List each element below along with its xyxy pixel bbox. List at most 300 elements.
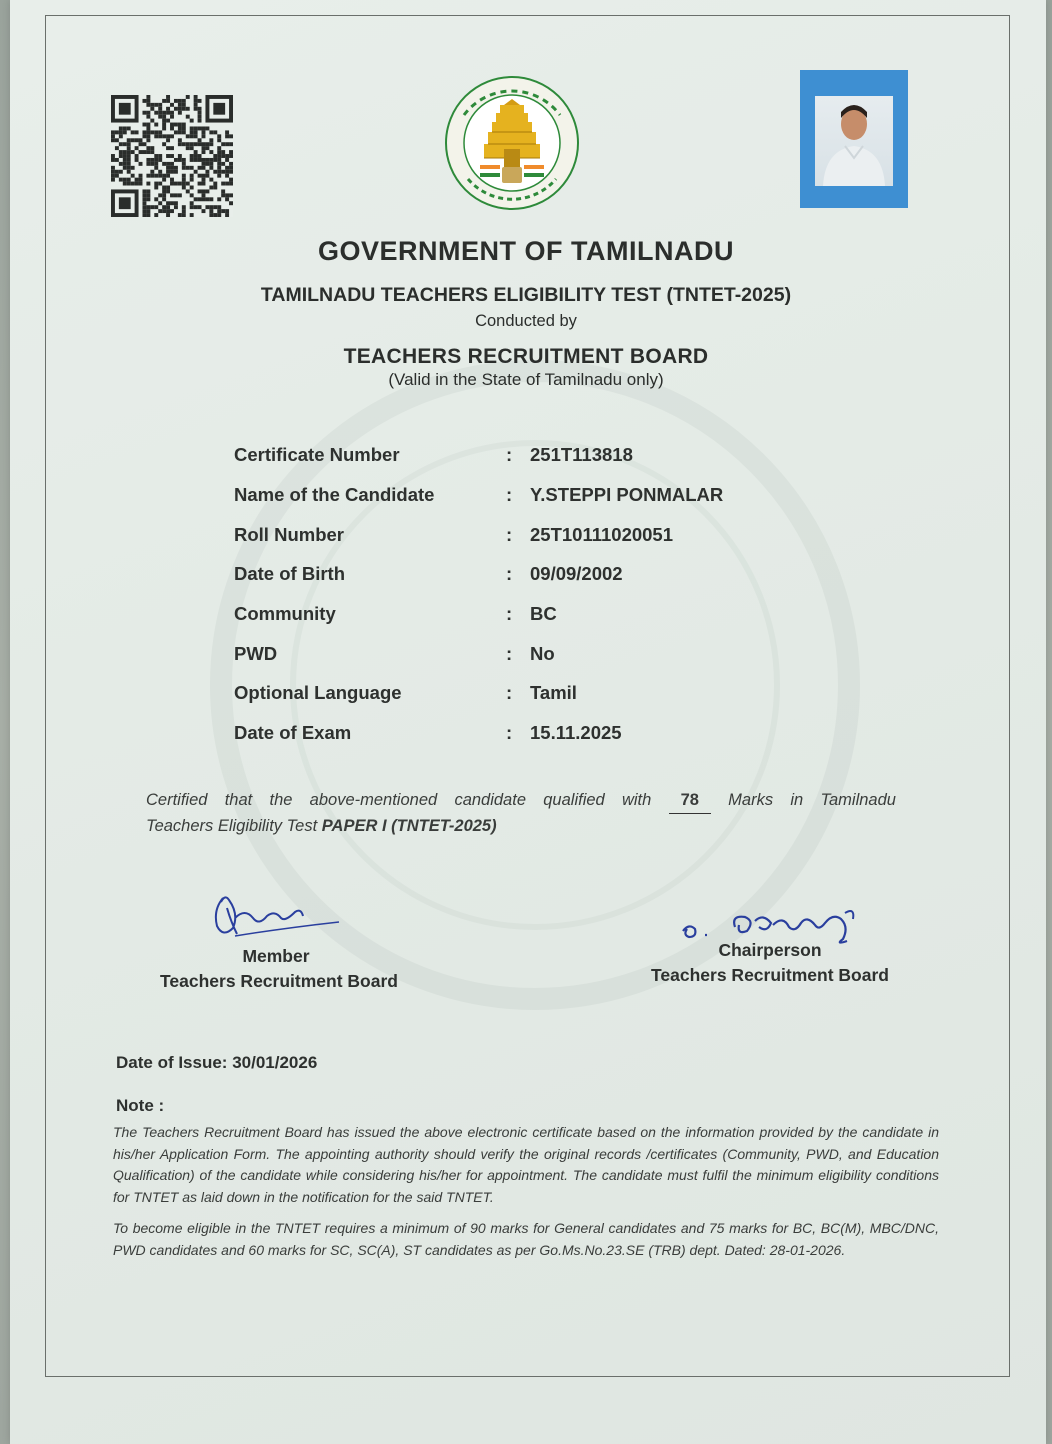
qr-module [158,134,162,138]
certification-line-2-text: Teachers Eligibility Test [146,817,322,835]
qr-module [127,154,131,158]
certification-word: the [269,791,293,809]
qr-module [229,178,233,182]
detail-value: 09/09/2002 [530,563,623,584]
qr-module [229,154,233,158]
qr-module [127,166,131,170]
qr-module [225,154,229,158]
qr-module [115,146,119,150]
qr-module [166,134,170,138]
qr-module [150,150,154,154]
detail-label: Certificate Number [234,444,400,465]
qr-module [119,154,123,158]
validity-note: (Valid in the State of Tamilnadu only) [388,370,664,389]
qr-module [115,170,119,174]
qr-module [146,150,150,154]
detail-colon: : [506,563,513,584]
qr-module [123,158,127,162]
qr-module [178,142,182,146]
member-signature-block [150,946,408,992]
qr-module [178,103,182,107]
person-silhouette-icon [815,96,893,186]
qr-module [146,213,150,217]
qr-module [162,189,166,193]
qr-module [142,189,146,193]
qr-module [146,189,150,193]
qr-module [202,182,206,186]
qr-module [213,154,217,158]
qr-module [154,213,158,217]
qr-module [158,201,162,205]
qr-module [221,170,225,174]
qr-module [190,119,194,123]
detail-value: 15.11.2025 [530,722,622,743]
qr-module [135,178,139,182]
qr-module [209,130,213,134]
qr-module [186,189,190,193]
marks-value: 78 [669,788,711,814]
qr-module [162,134,166,138]
qr-module [150,130,154,134]
qr-module [229,150,233,154]
qr-module [158,111,162,115]
qr-module [202,146,206,150]
qr-module [202,158,206,162]
qr-module [142,123,146,127]
qr-module [162,162,166,166]
qr-module [221,193,225,197]
qr-module [135,182,139,186]
qr-module [217,170,221,174]
qr-module [202,193,206,197]
detail-colon: : [506,603,513,624]
qr-module [198,115,202,119]
detail-colon: : [506,643,513,664]
certification-word: Marks [728,791,774,809]
detail-value: No [530,643,555,664]
qr-module [178,99,182,103]
qr-module [182,174,186,178]
qr-module [213,213,217,217]
qr-module [142,142,146,146]
qr-module [205,126,209,130]
qr-module [158,158,162,162]
qr-module [182,213,186,217]
exam-title: TAMILNADU TEACHERS ELIGIBILITY TEST (TNTET-2025) [260,284,792,306]
qr-module [115,174,119,178]
qr-module [182,162,186,166]
qr-module [146,146,150,150]
qr-module [162,178,166,182]
qr-module [150,170,154,174]
qr-module [194,107,198,111]
qr-module [198,119,202,123]
certification-word: in [790,791,804,809]
qr-module [202,189,206,193]
qr-module [186,182,190,186]
detail-colon: : [506,722,513,743]
detail-label: Date of Exam [234,722,352,743]
qr-module [154,158,158,162]
qr-module [170,182,174,186]
qr-module [186,115,190,119]
qr-module [205,146,209,150]
qr-module [146,99,150,103]
qr-module [229,134,233,138]
qr-module [146,126,150,130]
conducted-by-label: Conducted by [475,312,577,330]
qr-module [139,174,143,178]
qr-module [127,178,131,182]
detail-colon: : [506,682,513,703]
qr-module [170,123,174,127]
qr-module [225,197,229,201]
qr-module [166,174,170,178]
qr-module [131,182,135,186]
qr-module [127,146,131,150]
qr-module [194,134,198,138]
qr-module [115,158,119,162]
qr-module [217,150,221,154]
qr-module [225,142,229,146]
qr-module [213,186,217,190]
qr-module [158,170,162,174]
qr-module [182,209,186,213]
qr-module [146,134,150,138]
qr-module [162,126,166,130]
qr-module [146,130,150,134]
qr-module [135,138,139,142]
qr-module [146,123,150,127]
qr-module [127,138,131,142]
qr-module [190,193,194,197]
qr-module [178,111,182,115]
qr-module [158,107,162,111]
qr-module [225,193,229,197]
qr-module [142,150,146,154]
qr-module [174,123,178,127]
detail-label: PWD [234,643,278,664]
qr-module [186,107,190,111]
qr-module [178,213,182,217]
qr-module [202,197,206,201]
qr-module [154,123,158,127]
qr-module [209,213,213,217]
qr-module [146,95,150,99]
qr-module [162,186,166,190]
qr-module [225,170,229,174]
qr-module [154,134,158,138]
qr-module [142,111,146,115]
qr-module [162,111,166,115]
qr-module [205,158,209,162]
qr-module [123,166,127,170]
qr-module [119,170,123,174]
qr-module [174,107,178,111]
qr-module [217,197,221,201]
qr-module [205,205,209,209]
qr-module [146,162,150,166]
qr-module [139,182,143,186]
qr-module [142,197,146,201]
qr-module [178,138,182,142]
qr-module [111,130,115,134]
qr-module [154,166,158,170]
qr-module [115,138,119,142]
qr-module [198,99,202,103]
qr-module [131,174,135,178]
qr-module [154,205,158,209]
qr-module [229,162,233,166]
detail-colon: : [506,484,513,505]
qr-module [146,158,150,162]
qr-module [229,201,233,205]
qr-module [194,205,198,209]
qr-module [190,146,194,150]
qr-module [174,205,178,209]
qr-module [170,115,174,119]
qr-module [198,174,202,178]
qr-module [198,107,202,111]
qr-module [182,103,186,107]
qr-module [146,197,150,201]
qr-module [221,182,225,186]
qr-module [225,166,229,170]
certification-word: Certified [146,791,208,809]
qr-module [166,99,170,103]
qr-module [190,142,194,146]
qr-module [190,166,194,170]
qr-module [111,138,115,142]
qr-module [166,119,170,123]
qr-module [217,158,221,162]
note-heading: Note : [116,1096,165,1115]
qr-module [131,138,135,142]
qr-module [174,170,178,174]
qr-module [162,193,166,197]
qr-module [166,162,170,166]
qr-module [209,150,213,154]
note-paragraph-1: The Teachers Recruitment Board has issued the above electronic certificate based on the information provided by the candidate in his/her Application Form. The appointing authority should verify the original records /certificates (Community, PWD, and Education Qualification) of the candidate while considering his/her for appointment. The candidate must fulfil the minimum eligibility conditions for TNTET as laid down in the notification for the said TNTET. [113,1124,939,1205]
qr-module [198,158,202,162]
qr-module [198,197,202,201]
qr-module [194,158,198,162]
qr-module [229,166,233,170]
qr-module [186,95,190,99]
qr-module [225,134,229,138]
qr-module [127,142,131,146]
member-signature [205,888,345,948]
qr-module [123,150,127,154]
qr-module [217,146,221,150]
qr-module [150,158,154,162]
chairperson-org: Teachers Recruitment Board [651,965,889,985]
qr-module [111,154,115,158]
qr-module [213,182,217,186]
qr-module [170,178,174,182]
qr-module [190,134,194,138]
qr-module [194,142,198,146]
qr-code-icon[interactable] [110,95,234,217]
qr-module [142,201,146,205]
qr-module [111,166,115,170]
qr-module [142,99,146,103]
detail-colon: : [506,444,513,465]
qr-module [170,134,174,138]
qr-module [154,186,158,190]
detail-label: Optional Language [234,682,402,703]
qr-module [135,158,139,162]
qr-module [158,193,162,197]
qr-module [123,182,127,186]
qr-module [194,154,198,158]
qr-module [202,142,206,146]
qr-module [166,138,170,142]
qr-module [123,126,127,130]
qr-module [162,174,166,178]
certification-word: with [621,791,652,809]
qr-module [225,158,229,162]
qr-module [221,209,225,213]
qr-module [123,178,127,182]
detail-label: Date of Birth [234,563,345,584]
qr-module [190,205,194,209]
qr-module [217,205,221,209]
qr-module [182,158,186,162]
qr-module [217,134,221,138]
qr-module [146,193,150,197]
qr-module [146,182,150,186]
qr-module [186,134,190,138]
qr-module [162,209,166,213]
qr-module [178,158,182,162]
qr-module [166,111,170,115]
qr-module [209,197,213,201]
qr-module [170,126,174,130]
detail-label: Community [234,603,336,624]
qr-module [190,174,194,178]
qr-module [213,158,217,162]
qr-finder-pattern [119,103,131,115]
qr-module [150,162,154,166]
qr-module [217,162,221,166]
qr-module [194,197,198,201]
qr-module [158,130,162,134]
qr-module [123,130,127,134]
qr-module [162,99,166,103]
qr-module [178,154,182,158]
qr-module [119,150,123,154]
qr-module [162,119,166,123]
qr-module [150,103,154,107]
qr-module [209,205,213,209]
qr-module [198,154,202,158]
qr-module [123,162,127,166]
qr-module [205,174,209,178]
candidate-photo [800,70,908,208]
certification-line-2 [146,814,896,839]
qr-module [202,126,206,130]
qr-module [158,182,162,186]
qr-module [170,201,174,205]
qr-module [174,166,178,170]
qr-module [190,130,194,134]
qr-module [166,166,170,170]
qr-module [209,178,213,182]
qr-module [170,193,174,197]
qr-module [162,123,166,127]
qr-module [198,182,202,186]
qr-module [198,142,202,146]
qr-module [225,213,229,217]
qr-module [166,201,170,205]
qr-module [142,134,146,138]
qr-module [194,150,198,154]
qr-module [170,111,174,115]
qr-module [182,182,186,186]
qr-module [229,170,233,174]
certification-word: candidate [454,791,526,809]
qr-module [209,186,213,190]
qr-module [209,209,213,213]
qr-module [198,189,202,193]
qr-module [150,174,154,178]
qr-module [194,130,198,134]
qr-module [182,178,186,182]
chairperson-signature-block [638,940,902,986]
qr-module [229,182,233,186]
detail-value: Tamil [530,682,577,703]
qr-module [182,205,186,209]
qr-module [158,115,162,119]
qr-module [178,130,182,134]
qr-module [139,138,143,142]
detail-value: Y.STEPPI PONMALAR [530,484,724,505]
qr-module [178,182,182,186]
qr-module [170,170,174,174]
qr-module [142,193,146,197]
qr-module [166,189,170,193]
qr-module [150,107,154,111]
qr-module [135,130,139,134]
qr-module [221,162,225,166]
qr-module [162,197,166,201]
qr-module [205,189,209,193]
qr-module [119,142,123,146]
qr-module [213,130,217,134]
qr-module [182,99,186,103]
qr-module [131,166,135,170]
certification-word: Tamilnadu [820,791,896,809]
qr-module [111,178,115,182]
qr-module [162,142,166,146]
qr-module [182,186,186,190]
qr-module [139,162,143,166]
qr-module [119,126,123,130]
qr-module [194,126,198,130]
note-paragraph-2: To become eligible in the TNTET requires a minimum of 90 marks for General candidates and 75 marks for BC, BC(M), MBC/DNC, PWD candidates and 60 marks for SC, SC(A), ST candidates as per Go.Ms.No.23.SE (TRB) dept. Dated: 28-01-2026. [113,1220,939,1258]
qr-module [170,146,174,150]
qr-module [146,111,150,115]
qr-module [123,154,127,158]
qr-module [205,197,209,201]
qr-module [178,107,182,111]
qr-module [166,146,170,150]
qr-module [150,205,154,209]
qr-module [190,158,194,162]
qr-module [221,189,225,193]
qr-module [202,178,206,182]
